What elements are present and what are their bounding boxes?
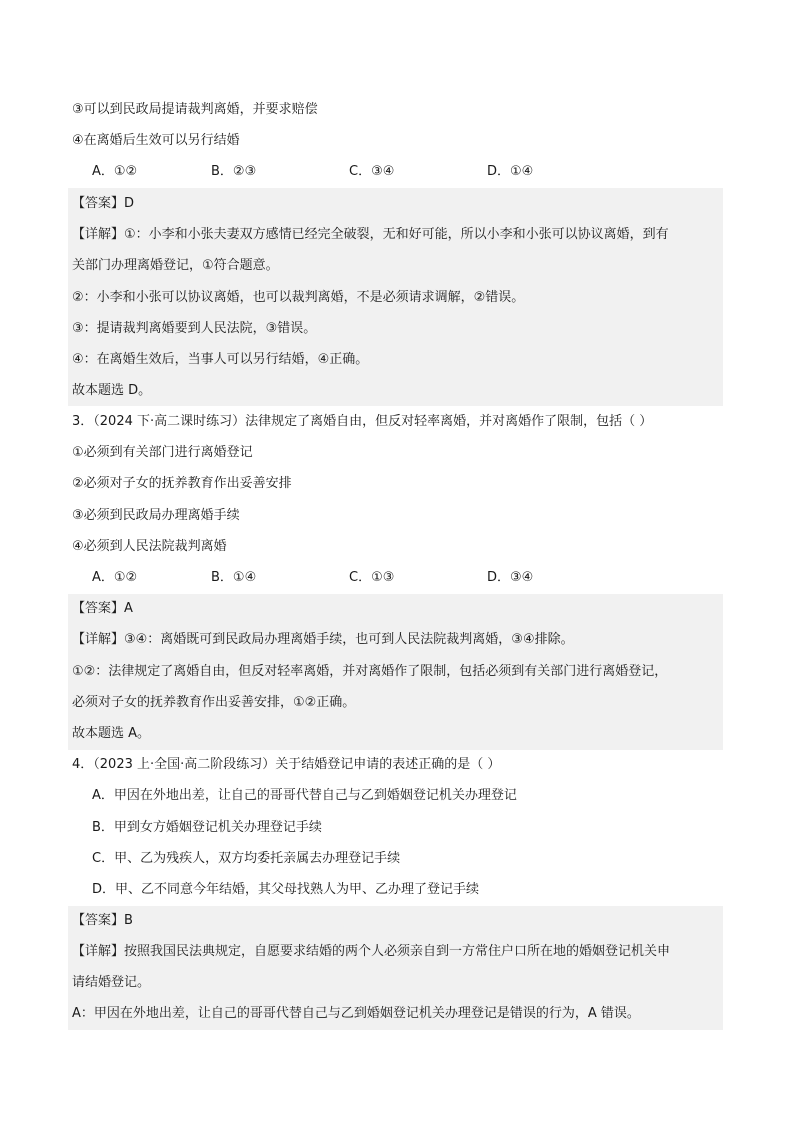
q2-analysis-line: 故本题选 D。 <box>72 383 152 398</box>
q3-option-d: D．③④ <box>487 570 534 585</box>
q2-option-b: B．②③ <box>211 164 257 179</box>
q2-analysis-line: ②：小李和小张可以协议离婚，也可以裁判离婚，不是必须请求调解，②错误。 <box>72 290 525 305</box>
q3-analysis-line: ①②：法律规定了离婚自由，但反对轻率离婚，并对离婚作了限制，包括必须到有关部门进行离婚登记， <box>72 664 668 679</box>
q3-option-b: B．①④ <box>211 570 257 585</box>
q2-option-a: A．①② <box>92 164 138 179</box>
q2-option-d: D．①④ <box>487 164 534 179</box>
q4-stem: 4．（2023 上·全国·高二阶段练习）关于结婚登记申请的表述正确的是（ ） <box>72 757 501 772</box>
q3-analysis-line: 必须对子女的抚养教育作出妥善安排，①②正确。 <box>72 695 356 710</box>
q2-option-c: C．③④ <box>349 164 395 179</box>
q2-analysis-line: ③：提请裁判离婚要到人民法院，③错误。 <box>72 321 317 336</box>
q3-statement: ①必须到有关部门进行离婚登记 <box>72 445 253 460</box>
q4-choice-c: C．甲、乙为残疾人，双方均委托亲属去办理登记手续 <box>92 851 401 866</box>
q4-choice-d: D．甲、乙不同意今年结婚，其父母找熟人为甲、乙办理了登记手续 <box>92 882 480 897</box>
q2-analysis-line: ④：在离婚生效后，当事人可以另行结婚，④正确。 <box>72 352 369 367</box>
q4-answer: 【答案】B <box>72 913 133 928</box>
q4-choice-a: A．甲因在外地出差，让自己的哥哥代替自己与乙到婚姻登记机关办理登记 <box>92 788 517 803</box>
q3-analysis-line: 故本题选 A。 <box>72 726 151 741</box>
q2-statement-4: ④在离婚后生效可以另行结婚 <box>72 133 240 148</box>
q3-option-c: C．①③ <box>349 570 395 585</box>
q3-statement: ④必须到人民法院裁判离婚 <box>72 539 227 554</box>
q3-statement: ③必须到民政局办理离婚手续 <box>72 508 240 523</box>
q3-answer: 【答案】A <box>72 601 133 616</box>
q2-analysis-line: 【详解】①：小李和小张夫妻双方感情已经完全破裂，无和好可能，所以小李和小张可以协议离婚，到有 <box>72 227 669 242</box>
q4-choice-b: B．甲到女方婚姻登记机关办理登记手续 <box>92 820 322 835</box>
q4-analysis-line: A：甲因在外地出差，让自己的哥哥代替自己与乙到婚姻登记机关办理登记是错误的行为，A 错误。 <box>72 1006 640 1021</box>
q3-analysis-line: 【详解】③④：离婚既可到民政局办理离婚手续，也可到人民法院裁判离婚，③④排除。 <box>72 632 574 647</box>
q2-statement-3: ③可以到民政局提请裁判离婚，并要求赔偿 <box>72 102 318 117</box>
q3-statement: ②必须对子女的抚养教育作出妥善安排 <box>72 476 292 491</box>
q3-stem: 3．（2024 下·高二课时练习）法律规定了离婚自由，但反对轻率离婚，并对离婚作了限制，包括（ ） <box>72 414 653 429</box>
q2-analysis-line: 关部门办理离婚登记，①符合题意。 <box>72 258 279 273</box>
q4-analysis-line: 【详解】按照我国民法典规定，自愿要求结婚的两个人必须亲自到一方常住户口所在地的婚姻登记机关申 <box>72 944 671 959</box>
q4-analysis-line: 请结婚登记。 <box>72 975 151 990</box>
q2-answer: 【答案】D <box>72 196 135 211</box>
q3-option-a: A．①② <box>92 570 138 585</box>
